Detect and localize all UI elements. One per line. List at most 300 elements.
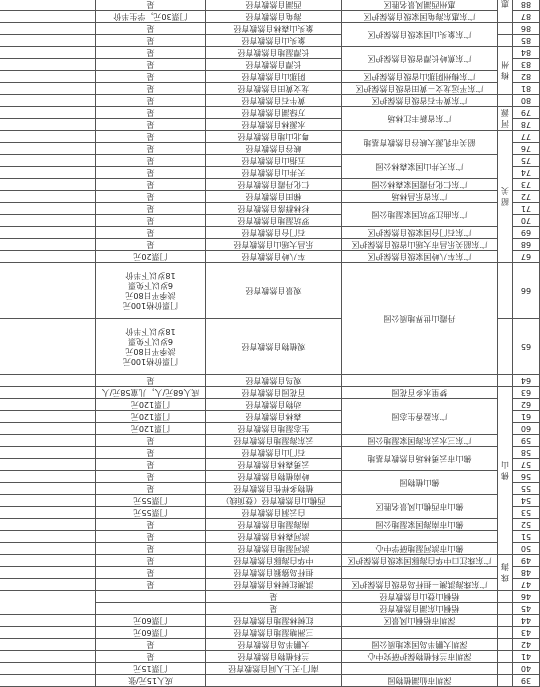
row-number: 51 <box>513 531 540 543</box>
table-row <box>0 59 540 71</box>
fee-line: 门票价格100元 <box>122 357 179 367</box>
row-number: 62 <box>513 399 540 411</box>
table-row <box>0 191 540 203</box>
fee-cell: 是 <box>96 651 206 663</box>
table-row <box>0 251 540 263</box>
city-cell <box>498 263 513 319</box>
remark-cell <box>0 179 96 191</box>
fee-cell: 是 <box>96 531 206 543</box>
fee-cell: 门票30元，学生半价 <box>96 11 206 23</box>
base-cell: 万绿湖自然教育径 <box>206 107 342 119</box>
row-number: 48 <box>513 567 540 579</box>
table-row <box>0 615 540 627</box>
protected-area-cell: 广东盈香生态园 <box>342 399 498 435</box>
remark-cell <box>0 191 96 203</box>
base-cell: 西樵山自然教育径（登顶线） <box>206 495 342 507</box>
row-number: 60 <box>513 423 540 435</box>
remark-cell <box>0 227 96 239</box>
base-cell: 梧桐山东湖自然教育径 <box>342 603 498 615</box>
base-cell: 天井山自然教育径 <box>206 167 342 179</box>
base-cell: 百花园自然教育径 <box>206 387 342 399</box>
city-cell: 惠 <box>498 0 513 23</box>
base-cell: 海龟自然教育径 <box>206 11 342 23</box>
table-row <box>0 435 540 447</box>
fee-line: 18岁以下半价 <box>125 271 176 281</box>
row-number: 71 <box>513 203 540 215</box>
base-cell: 观植物自然教育径 <box>206 319 342 375</box>
protected-area-cell: 广东曲江罗坑国家湿地公园 <box>342 203 498 227</box>
city-cell <box>498 615 513 627</box>
fee-line: 淡季平日80元 <box>125 347 176 357</box>
remark-cell <box>0 411 96 423</box>
remark-cell <box>0 531 96 543</box>
base-cell: 水源林自然教育径 <box>206 119 342 131</box>
fee-cell: 是 <box>96 447 206 459</box>
row-number: 42 <box>513 639 540 651</box>
table-row <box>0 663 540 675</box>
base-cell: 五指山自然教育径 <box>206 155 342 167</box>
remark-cell <box>0 47 96 59</box>
fee-line: 6岁以下免票 <box>127 281 174 291</box>
fee-cell: 是 <box>96 95 206 107</box>
table-row <box>0 143 540 155</box>
city-cell <box>498 35 513 47</box>
remark-cell <box>0 423 96 435</box>
table-row <box>0 543 540 555</box>
table-row <box>0 239 540 251</box>
row-number: 40 <box>513 663 540 675</box>
row-number: 66 <box>513 263 540 319</box>
row-number: 87 <box>513 11 540 23</box>
fee-cell: 是 <box>96 167 206 179</box>
remark-cell <box>0 59 96 71</box>
protected-area-cell: 广东珠江口中华白海豚国家级自然保护区 <box>342 555 498 567</box>
row-number: 65 <box>513 319 540 375</box>
base-cell: 动物自然教育径 <box>206 399 342 411</box>
remark-cell <box>96 591 206 603</box>
base-cell: 阴那山自然教育径 <box>206 71 342 83</box>
base-cell: 粤北山地自然教育径 <box>206 131 342 143</box>
table-row <box>0 591 540 603</box>
base-cell: 三洲塘湿地自然教育径 <box>206 627 342 639</box>
row-number: 53 <box>513 507 540 519</box>
city-cell <box>498 675 513 687</box>
protected-area-cell: 丹霞山世界地质公园 <box>342 263 498 375</box>
fee-cell: 是 <box>96 107 206 119</box>
remark-cell <box>0 119 96 131</box>
protected-area-cell: 广东三水云东海国家湿地公园 <box>342 435 498 447</box>
remark-cell <box>0 567 96 579</box>
table-row <box>0 0 540 11</box>
protected-area-cell: 佛山市滨河湿地研学中心 <box>342 543 498 555</box>
base-cell: 罗坑湿地自然教育径 <box>206 215 342 227</box>
fee-cell: 门票55元 <box>96 507 206 519</box>
base-cell: 中华白海豚自然教育径 <box>206 555 342 567</box>
row-number: 56 <box>513 471 540 483</box>
protected-area-cell: 广东珠海淇澳－担杆岛省级自然保护区 <box>342 579 498 591</box>
protected-area-cell: 广东惠东海龟国家级自然保护区 <box>342 11 498 23</box>
fee-cell: 是 <box>96 83 206 95</box>
row-number: 45 <box>513 603 540 615</box>
remark-cell <box>0 507 96 519</box>
fee-cell: 成人15元/张 <box>96 675 206 687</box>
base-cell: 滨河湿地自然教育径 <box>206 543 342 555</box>
row-number: 69 <box>513 227 540 239</box>
city-cell: 佛山 <box>498 387 513 555</box>
base-cell: 滨河森林自然教育径 <box>206 531 342 543</box>
city-cell <box>498 603 513 615</box>
protected-area-cell: 佛山市南海国家湿地公园 <box>342 519 498 531</box>
fee-cell: 是 <box>96 555 206 567</box>
protected-area-cell: 广东梅州阴那山省级自然保护区 <box>342 71 498 83</box>
fee-cell: 门票20元 <box>96 251 206 263</box>
table-row <box>0 483 540 495</box>
protected-area-cell: 佛山市云勇林场自然教育基地 <box>342 447 498 471</box>
fee-cell: 门票55元 <box>96 495 206 507</box>
base-cell: 淇澳红树林自然教育径 <box>206 579 342 591</box>
remark-cell <box>0 23 96 35</box>
row-number: 68 <box>513 239 540 251</box>
city-cell <box>498 375 513 387</box>
protected-area-cell <box>342 375 498 387</box>
table-row <box>0 639 540 651</box>
base-cell: 梯田自然教育径 <box>206 191 342 203</box>
remark-cell <box>0 251 96 263</box>
protected-area-cell: 广东韶关乐昌市大瑶山省级自然保护区 <box>342 239 498 251</box>
row-number: 78 <box>513 119 540 131</box>
table-row <box>0 35 540 47</box>
protected-area-cell: 广东黄牛石省级自然保护区 <box>342 95 498 107</box>
remark-cell <box>0 579 96 591</box>
remark-cell <box>0 155 96 167</box>
table-row <box>0 651 540 663</box>
fee-cell: 是 <box>96 459 206 471</box>
remark-cell <box>0 555 96 567</box>
fee-cell: 是 <box>96 47 206 59</box>
row-number: 73 <box>513 179 540 191</box>
base-cell: 象头山森林自然教育径 <box>206 23 342 35</box>
city-cell: 珠海 <box>498 555 513 591</box>
remark-cell <box>0 651 96 663</box>
fee-cell: 是 <box>96 191 206 203</box>
row-number: 84 <box>513 47 540 59</box>
fee-cell <box>96 319 206 375</box>
row-number: 41 <box>513 651 540 663</box>
table-row <box>0 603 540 615</box>
row-number: 82 <box>513 71 540 83</box>
city-cell: 梅州 <box>498 47 513 95</box>
row-number: 77 <box>513 131 540 143</box>
row-number: 52 <box>513 519 540 531</box>
row-number: 44 <box>513 615 540 627</box>
table-row <box>0 627 540 639</box>
fee-line: 门票价格100元 <box>122 301 179 311</box>
protected-area-cell: 广东蕉岭长潭省级自然保护区 <box>342 47 498 71</box>
fee-cell: 门票15元 <box>96 663 206 675</box>
table-row <box>0 71 540 83</box>
row-number: 64 <box>513 375 540 387</box>
fee-cell: 是 <box>96 471 206 483</box>
remark-cell <box>0 11 96 23</box>
protected-area-cell: 深圳市梧桐山风景区 <box>342 615 498 627</box>
table-row <box>0 675 540 687</box>
protected-area-cell <box>342 567 498 579</box>
city-cell <box>498 639 513 651</box>
table-row <box>0 555 540 567</box>
protected-area-cell <box>342 627 498 639</box>
row-number: 80 <box>513 95 540 107</box>
row-number: 83 <box>513 59 540 71</box>
fee-cell: 是 <box>96 239 206 251</box>
remark-cell <box>0 167 96 179</box>
remark-cell <box>0 399 96 411</box>
fee-cell: 成人68元/人，儿童58元/人 <box>96 387 206 399</box>
base-cell: 岭南植物自然教育径 <box>206 471 342 483</box>
city-cell <box>498 319 513 375</box>
city-cell: 河源 <box>498 107 513 131</box>
row-number: 70 <box>513 215 540 227</box>
base-cell: 杉林群落自然教育径 <box>206 203 342 215</box>
base-cell: 观鸟自然教育径 <box>206 375 342 387</box>
protected-area-cell: 广东省乐昌林场 <box>342 191 498 203</box>
row-number: 46 <box>513 591 540 603</box>
base-cell: 南海湿地自然教育径 <box>206 519 342 531</box>
fee-cell: 是 <box>96 543 206 555</box>
row-number: 57 <box>513 459 540 471</box>
fee-cell: 是 <box>96 567 206 579</box>
fee-line: 18岁以下半价 <box>125 327 176 337</box>
table-row <box>0 531 540 543</box>
fee-cell: 是 <box>206 603 342 615</box>
fee-cell: 是 <box>96 203 206 215</box>
protected-area-cell: 韶关市乳源大峡谷自然教育基地 <box>342 131 498 155</box>
table-row <box>0 319 540 375</box>
remark-cell <box>0 663 96 675</box>
table-row <box>0 519 540 531</box>
fee-cell: 是 <box>96 0 206 11</box>
row-number: 85 <box>513 35 540 47</box>
base-cell: 植物多样性自然教育径 <box>206 483 342 495</box>
protected-area-cell: 广东仁化丹霞国家森林公园 <box>342 179 498 191</box>
remark-cell <box>0 107 96 119</box>
fee-cell: 门票120元 <box>96 423 206 435</box>
table-row <box>0 459 540 471</box>
table-row <box>0 507 540 519</box>
protected-area-cell: 广东车八岭国家级自然保护区 <box>342 251 498 263</box>
fee-cell: 是 <box>96 215 206 227</box>
city-cell <box>498 591 513 603</box>
row-number: 81 <box>513 83 540 95</box>
city-cell <box>498 95 513 107</box>
remark-cell <box>0 459 96 471</box>
protected-area-cell: 惠州西湖风景名胜区 <box>342 0 498 11</box>
table-row <box>0 83 540 95</box>
table-row <box>0 387 540 399</box>
row-number: 55 <box>513 483 540 495</box>
fee-cell: 门票120元 <box>96 411 206 423</box>
table-row <box>0 567 540 579</box>
remark-cell <box>0 263 96 319</box>
base-cell: 生态湿地自然教育径 <box>206 423 342 435</box>
fee-cell: 是 <box>96 579 206 591</box>
fee-cell: 门票60元 <box>96 627 206 639</box>
protected-area-cell: 佛山市西樵山风景名胜区 <box>342 495 498 519</box>
row-number: 47 <box>513 579 540 591</box>
fee-cell: 是 <box>96 119 206 131</box>
base-cell: 白云洞自然教育径 <box>206 507 342 519</box>
fee-cell: 是 <box>96 131 206 143</box>
protected-area-cell: 广东平远龙文－黄田省级自然保护区 <box>342 83 498 95</box>
remark-cell <box>0 519 96 531</box>
row-number: 76 <box>513 143 540 155</box>
remark-cell <box>96 603 206 615</box>
fee-cell: 是 <box>206 591 342 603</box>
remark-cell <box>0 83 96 95</box>
row-number: 88 <box>513 0 540 11</box>
fee-cell: 是 <box>96 639 206 651</box>
base-cell: 石门台自然教育径 <box>206 227 342 239</box>
base-cell: 云东海湿地自然教育径 <box>206 435 342 447</box>
protected-area-cell: 深圳市兰科植物保护研究中心 <box>342 651 498 663</box>
table-row <box>0 167 540 179</box>
protected-area-cell: 广东石门台国家级自然保护区 <box>342 227 498 239</box>
table-row <box>0 95 540 107</box>
table-row <box>0 579 540 591</box>
city-cell <box>498 663 513 675</box>
fee-cell: 是 <box>96 35 206 47</box>
fee-cell: 是 <box>96 23 206 35</box>
base-cell: 森林自然教育径 <box>206 411 342 423</box>
row-number: 75 <box>513 155 540 167</box>
protected-area-cell: 梦里水乡百花园 <box>342 387 498 399</box>
table-row <box>0 11 540 23</box>
base-cell: 乐昌大瑶山自然教育径 <box>206 239 342 251</box>
remark-cell <box>0 35 96 47</box>
protected-area-cell <box>342 663 498 675</box>
protected-area-cell: 广东天井山国家森林公园 <box>342 155 498 179</box>
fee-line: 淡季平日80元 <box>125 291 176 301</box>
base-cell: 梧桐山登山自然教育径 <box>342 591 498 603</box>
row-number: 43 <box>513 627 540 639</box>
remark-cell <box>0 435 96 447</box>
protected-area-cell: 深圳大鹏半岛国家地质公园 <box>342 639 498 651</box>
fee-cell: 是 <box>96 435 206 447</box>
table-row <box>0 119 540 131</box>
remark-cell <box>0 675 96 687</box>
base-cell: 峡谷自然教育径 <box>206 143 342 155</box>
remark-cell <box>0 447 96 459</box>
remark-cell <box>0 0 96 11</box>
remark-cell <box>0 143 96 155</box>
protected-area-cell: 深圳市仙湖植物园 <box>342 675 498 687</box>
table-row <box>0 227 540 239</box>
row-number: 61 <box>513 411 540 423</box>
row-number: 39 <box>513 675 540 687</box>
base-cell: 长潭自然教育径 <box>206 59 342 71</box>
base-cell: 云勇森林自然教育径 <box>206 459 342 471</box>
protected-area-cell: 广东省新丰江林场 <box>342 107 498 131</box>
remark-cell <box>0 627 96 639</box>
row-number: 79 <box>513 107 540 119</box>
row-number: 74 <box>513 167 540 179</box>
remark-cell <box>0 131 96 143</box>
base-cell: 红树林湿地自然教育径 <box>206 615 342 627</box>
remark-cell <box>0 203 96 215</box>
remark-cell <box>0 375 96 387</box>
row-number: 54 <box>513 495 540 507</box>
row-number: 63 <box>513 387 540 399</box>
remark-cell <box>0 387 96 399</box>
fee-cell: 门票120元 <box>96 399 206 411</box>
row-number: 49 <box>513 555 540 567</box>
remark-cell <box>0 495 96 507</box>
remark-cell <box>0 483 96 495</box>
base-cell: 西湖自然教育径 <box>206 0 342 11</box>
city-cell <box>498 627 513 639</box>
fee-cell: 是 <box>96 179 206 191</box>
remark-cell <box>0 71 96 83</box>
fee-cell: 是 <box>96 519 206 531</box>
protected-area-cell: 广东象头山国家级自然保护区 <box>342 23 498 47</box>
remark-cell <box>0 615 96 627</box>
remark-cell <box>0 639 96 651</box>
city-cell <box>498 23 513 35</box>
base-cell: 仁化丹霞自然教育径 <box>206 179 342 191</box>
fee-cell: 是 <box>96 227 206 239</box>
row-number: 86 <box>513 23 540 35</box>
base-cell <box>206 675 342 687</box>
table-row <box>0 375 540 387</box>
row-number: 50 <box>513 543 540 555</box>
protected-area-cell <box>342 531 498 543</box>
remark-cell <box>0 239 96 251</box>
fee-cell: 是 <box>96 483 206 495</box>
base-cell: 龙文黄田自然教育径 <box>206 83 342 95</box>
table-row <box>0 423 540 435</box>
fee-cell: 是 <box>96 71 206 83</box>
base-cell: 黄牛石自然教育径 <box>206 95 342 107</box>
fee-cell <box>96 263 206 319</box>
fee-cell: 是 <box>96 375 206 387</box>
city-cell: 韶关 <box>498 131 513 263</box>
fee-cell: 是 <box>96 143 206 155</box>
fee-cell: 是 <box>96 59 206 71</box>
row-number: 67 <box>513 251 540 263</box>
base-cell: 象头山自然教育径 <box>206 35 342 47</box>
row-number: 59 <box>513 435 540 447</box>
city-cell <box>498 651 513 663</box>
table-row <box>0 179 540 191</box>
fee-cell: 是 <box>96 155 206 167</box>
base-cell: 长潭湿地自然教育径 <box>206 47 342 59</box>
fee-line: 6岁以下免票 <box>127 337 174 347</box>
base-cell: 车八岭自然教育径 <box>206 251 342 263</box>
base-cell: 大鹏半岛自然教育径 <box>206 639 342 651</box>
remark-cell <box>0 471 96 483</box>
remark-cell <box>0 215 96 227</box>
base-cell: 南门·天上人间自然教育径 <box>206 663 342 675</box>
row-number: 58 <box>513 447 540 459</box>
remark-cell <box>0 543 96 555</box>
base-cell: 担杆岛猕猴自然教育径 <box>206 567 342 579</box>
remark-cell <box>0 319 96 375</box>
remark-cell <box>0 95 96 107</box>
table-row <box>0 215 540 227</box>
base-cell: 观景自然教育径 <box>206 263 342 319</box>
row-number: 72 <box>513 191 540 203</box>
fee-cell: 门票60元 <box>96 615 206 627</box>
base-cell: 兰科植物自然教育径 <box>206 651 342 663</box>
